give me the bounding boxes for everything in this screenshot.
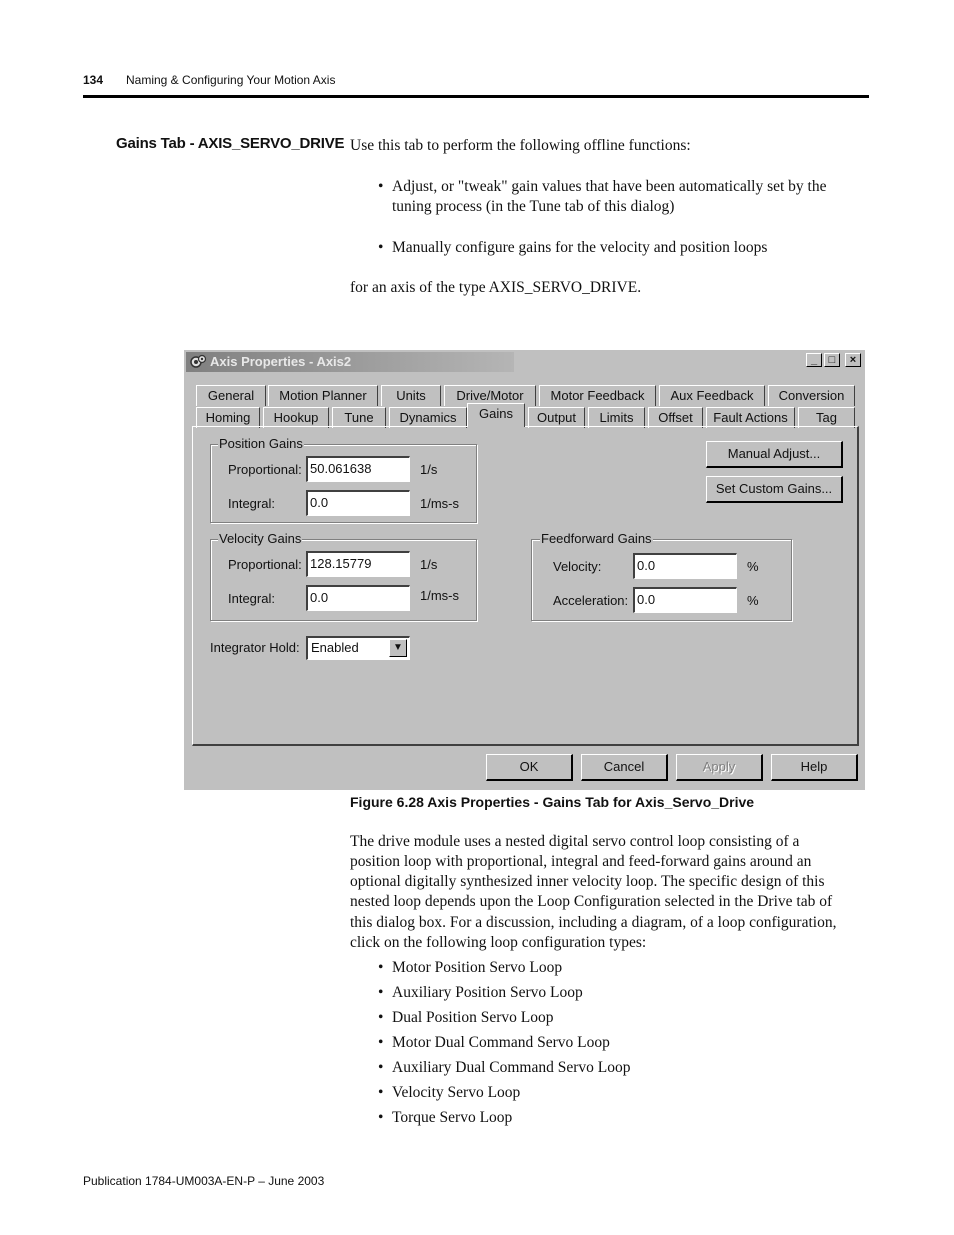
ok-button[interactable]: OK	[486, 754, 573, 781]
position-gains-legend: Position Gains	[219, 436, 303, 451]
loop-type-item[interactable]: • Motor Position Servo Loop	[378, 958, 678, 978]
header-rule	[83, 95, 869, 98]
loop-type-item[interactable]: • Velocity Servo Loop	[378, 1083, 678, 1103]
tab-fault-actions[interactable]: Fault Actions	[706, 407, 795, 428]
integrator-hold-label: Integrator Hold:	[210, 640, 300, 655]
position-integral-input[interactable]: 0.0	[306, 490, 410, 516]
velocity-proportional-label: Proportional:	[228, 557, 302, 572]
axis-properties-dialog	[184, 350, 865, 790]
tab-output[interactable]: Output	[528, 407, 585, 428]
loop-type-item[interactable]: • Auxiliary Dual Command Servo Loop	[378, 1058, 678, 1078]
close-button[interactable]: ×	[845, 353, 861, 367]
dialog-title: Axis Properties - Axis2	[210, 354, 352, 369]
tab-gains[interactable]: Gains	[467, 403, 525, 427]
footer-publication: Publication 1784-UM003A-EN-P – June 2003	[83, 1174, 325, 1188]
position-proportional-input[interactable]: 50.061638	[306, 456, 410, 482]
tab-tag[interactable]: Tag	[798, 407, 855, 428]
body-paragraph-line: nested loop depends upon the Loop Configuration selected in the Drive tab of	[350, 893, 833, 910]
loop-type-item[interactable]: • Dual Position Servo Loop	[378, 1008, 678, 1028]
bullet-text: Manually configure gains for the velocity and position loops	[392, 239, 768, 256]
velocity-proportional-input[interactable]: 128.15779	[306, 551, 410, 577]
chevron-down-icon[interactable]: ▼	[389, 639, 407, 657]
feedforward-acceleration-label: Acceleration:	[553, 593, 629, 608]
tab-limits[interactable]: Limits	[588, 407, 645, 428]
tab-offset[interactable]: Offset	[648, 407, 703, 428]
tab-hookup[interactable]: Hookup	[263, 407, 329, 428]
velocity-integral-input[interactable]: 0.0	[306, 585, 410, 611]
position-proportional-unit: 1/s	[420, 462, 438, 477]
apply-button[interactable]	[676, 754, 763, 781]
position-integral-label: Integral:	[228, 496, 275, 511]
loop-type-link[interactable]: Torque Servo Loop	[392, 1109, 513, 1126]
tab-motor-feedback[interactable]: Motor Feedback	[539, 385, 656, 406]
set-custom-gains-button[interactable]: Set Custom Gains...	[706, 476, 843, 503]
tab-units[interactable]: Units	[381, 385, 441, 406]
feedforward-velocity-unit: %	[747, 559, 759, 574]
loop-type-link[interactable]: Velocity Servo Loop	[392, 1084, 521, 1101]
body-paragraph-line: The drive module uses a nested digital servo control loop consisting of a	[350, 833, 800, 850]
minimize-button[interactable]: _	[806, 353, 822, 367]
tab-general[interactable]: General	[196, 385, 266, 406]
loop-type-item[interactable]: • Torque Servo Loop	[378, 1108, 678, 1128]
tab-drive-motor[interactable]: Drive/Motor	[444, 385, 536, 406]
bullet-continuation: tuning process (in the Tune tab of this dialog)	[392, 198, 675, 215]
velocity-integral-label: Integral:	[228, 591, 275, 606]
help-button[interactable]: Help	[771, 754, 858, 781]
outro-text: for an axis of the type AXIS_SERVO_DRIVE.	[350, 279, 642, 296]
loop-type-link[interactable]: Auxiliary Dual Command Servo Loop	[392, 1059, 631, 1076]
bullet-item: • Manually configure gains for the velocity and position loops	[378, 238, 858, 258]
tab-motion-planner[interactable]: Motion Planner	[268, 385, 378, 406]
integrator-hold-value: Enabled	[311, 640, 359, 655]
figure-caption: Figure 6.28 Axis Properties - Gains Tab for Axis_Servo_Drive	[350, 794, 755, 810]
tab-homing[interactable]: Homing	[196, 407, 260, 428]
velocity-integral-unit: 1/ms-s	[420, 588, 459, 603]
velocity-proportional-unit: 1/s	[420, 557, 438, 572]
tab-tune[interactable]: Tune	[332, 407, 386, 428]
loop-type-link[interactable]: Motor Position Servo Loop	[392, 959, 563, 976]
feedforward-velocity-label: Velocity:	[553, 559, 602, 574]
position-integral-unit: 1/ms-s	[420, 496, 459, 511]
velocity-gains-legend: Velocity Gains	[219, 531, 302, 546]
apply-button-label: Apply	[702, 759, 736, 774]
tab-conversion[interactable]: Conversion	[768, 385, 855, 406]
tab-aux-feedback[interactable]: Aux Feedback	[659, 385, 765, 406]
intro-text: Use this tab to perform the following offline functions:	[350, 137, 691, 154]
feedforward-gains-legend: Feedforward Gains	[541, 531, 652, 546]
bullet-item: • Adjust, or "tweak" gain values that have been automatically set by the	[378, 177, 858, 197]
loop-type-link[interactable]: Motor Dual Command Servo Loop	[392, 1034, 610, 1051]
feedforward-acceleration-input[interactable]: 0.0	[633, 587, 737, 613]
feedforward-velocity-input[interactable]: 0.0	[633, 553, 737, 579]
feedforward-acceleration-unit: %	[747, 593, 759, 608]
loop-type-link[interactable]: Dual Position Servo Loop	[392, 1009, 554, 1026]
body-paragraph-line: position loop with proportional, integral and feed-forward gains around an	[350, 853, 812, 870]
section-heading: Gains Tab - AXIS_SERVO_DRIVE	[116, 135, 345, 152]
loop-type-link[interactable]: Auxiliary Position Servo Loop	[392, 984, 583, 1001]
tab-dynamics[interactable]: Dynamics	[389, 407, 467, 428]
position-proportional-label: Proportional:	[228, 462, 302, 477]
loop-type-item[interactable]: • Auxiliary Position Servo Loop	[378, 983, 678, 1003]
running-head: Naming & Configuring Your Motion Axis	[126, 73, 336, 87]
body-paragraph-line: click on the following loop configuration types:	[350, 934, 647, 951]
maximize-button[interactable]: □	[824, 353, 840, 367]
dialog-titlebar[interactable]	[186, 352, 514, 372]
manual-adjust-button[interactable]: Manual Adjust...	[706, 441, 843, 468]
cancel-button[interactable]: Cancel	[581, 754, 668, 781]
page-number: 134	[83, 73, 104, 87]
body-paragraph-line: this dialog box. For a discussion, including a diagram, of a loop configuration,	[350, 914, 837, 931]
loop-type-item[interactable]: • Motor Dual Command Servo Loop	[378, 1033, 678, 1053]
bullet-text: Adjust, or "tweak" gain values that have been automatically set by the	[392, 178, 827, 195]
body-paragraph-line: optional digitally synthesized inner velocity loop. The specific design of this	[350, 873, 825, 890]
gear-icon	[189, 353, 207, 371]
